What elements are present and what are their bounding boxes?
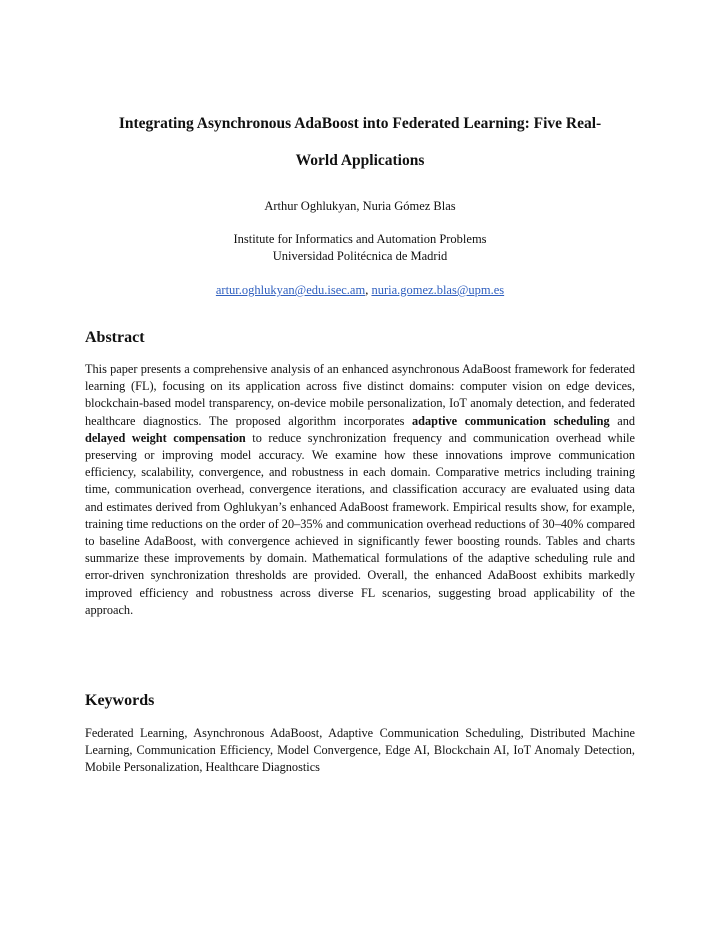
email-link-gomez-blas[interactable]: nuria.gomez.blas@upm.es [371,283,505,297]
abstract-text-part-1: This paper presents a comprehensive analysis of an enhanced asynchronous AdaBoost framework for federated learning (FL), focusing on its application across five distinct domains: computer vision on edge devices, blockchain-based model transparency, on-device mobile personalization, IoT anomaly detection, and federated healthcare diagnostics. The proposed algorithm incorporates [85,362,635,428]
abstract-text-part-2: and [609,413,635,428]
affiliation-1: Institute for Informatics and Automation Problems [233,232,487,246]
email-link-oghlukyan[interactable]: artur.oghlukyan@edu.isec.am [215,283,366,297]
abstract-text-part-3: to reduce synchronization frequency and communication overhead while preserving or improving model accuracy. We examine how these innovations improve communication efficiency, scalability, convergence, and robustness in each domain. Comparative metrics including training time, communication overhead, convergence iterations, and classification accuracy are evaluated using data and estimates derived from Oghlukyan’s enhanced AdaBoost framework. Empirical results show, for example, training time reductions on the order of 20–35% and communication overhead reductions of 30–40% compared to baseline AdaBoost, with convergence achieved in significantly fewer boosting rounds. Tables and charts summarize these improvements by domain. Mathematical formulations of the adaptive scheduling rule and error-driven synchronization thresholds are provided. Overall, the enhanced AdaBoost exhibits markedly improved efficiency and robustness across diverse FL scenarios, suggesting broad applicability of the approach. [85,430,635,617]
abstract-bold-term-2: delayed weight compensation [85,430,246,445]
keywords-paragraph: Federated Learning, Asynchronous AdaBoost, Adaptive Communication Scheduling, Distributed Machine Learning, Communication Efficiency, Model Convergence, Edge AI, Blockchain AI, IoT Anomaly Detection, Mobile Personalization, Healthcare Diagnostics [85,726,635,775]
abstract-bold-term-1: adaptive communication scheduling [412,413,610,428]
author-list: Arthur Oghlukyan, Nuria Gómez Blas [264,199,456,213]
paper-title-line-1: Integrating Asynchronous AdaBoost into Federated Learning: Five Real- [118,115,602,132]
email-line [60,282,660,298]
abstract-paragraph [85,361,635,619]
paper-title-line-2: World Applications [295,152,425,169]
abstract-heading: Abstract [85,329,145,346]
email-separator: , [365,283,372,297]
affiliation-2: Universidad Politécnica de Madrid [272,249,448,263]
keywords-heading: Keywords [85,692,155,709]
